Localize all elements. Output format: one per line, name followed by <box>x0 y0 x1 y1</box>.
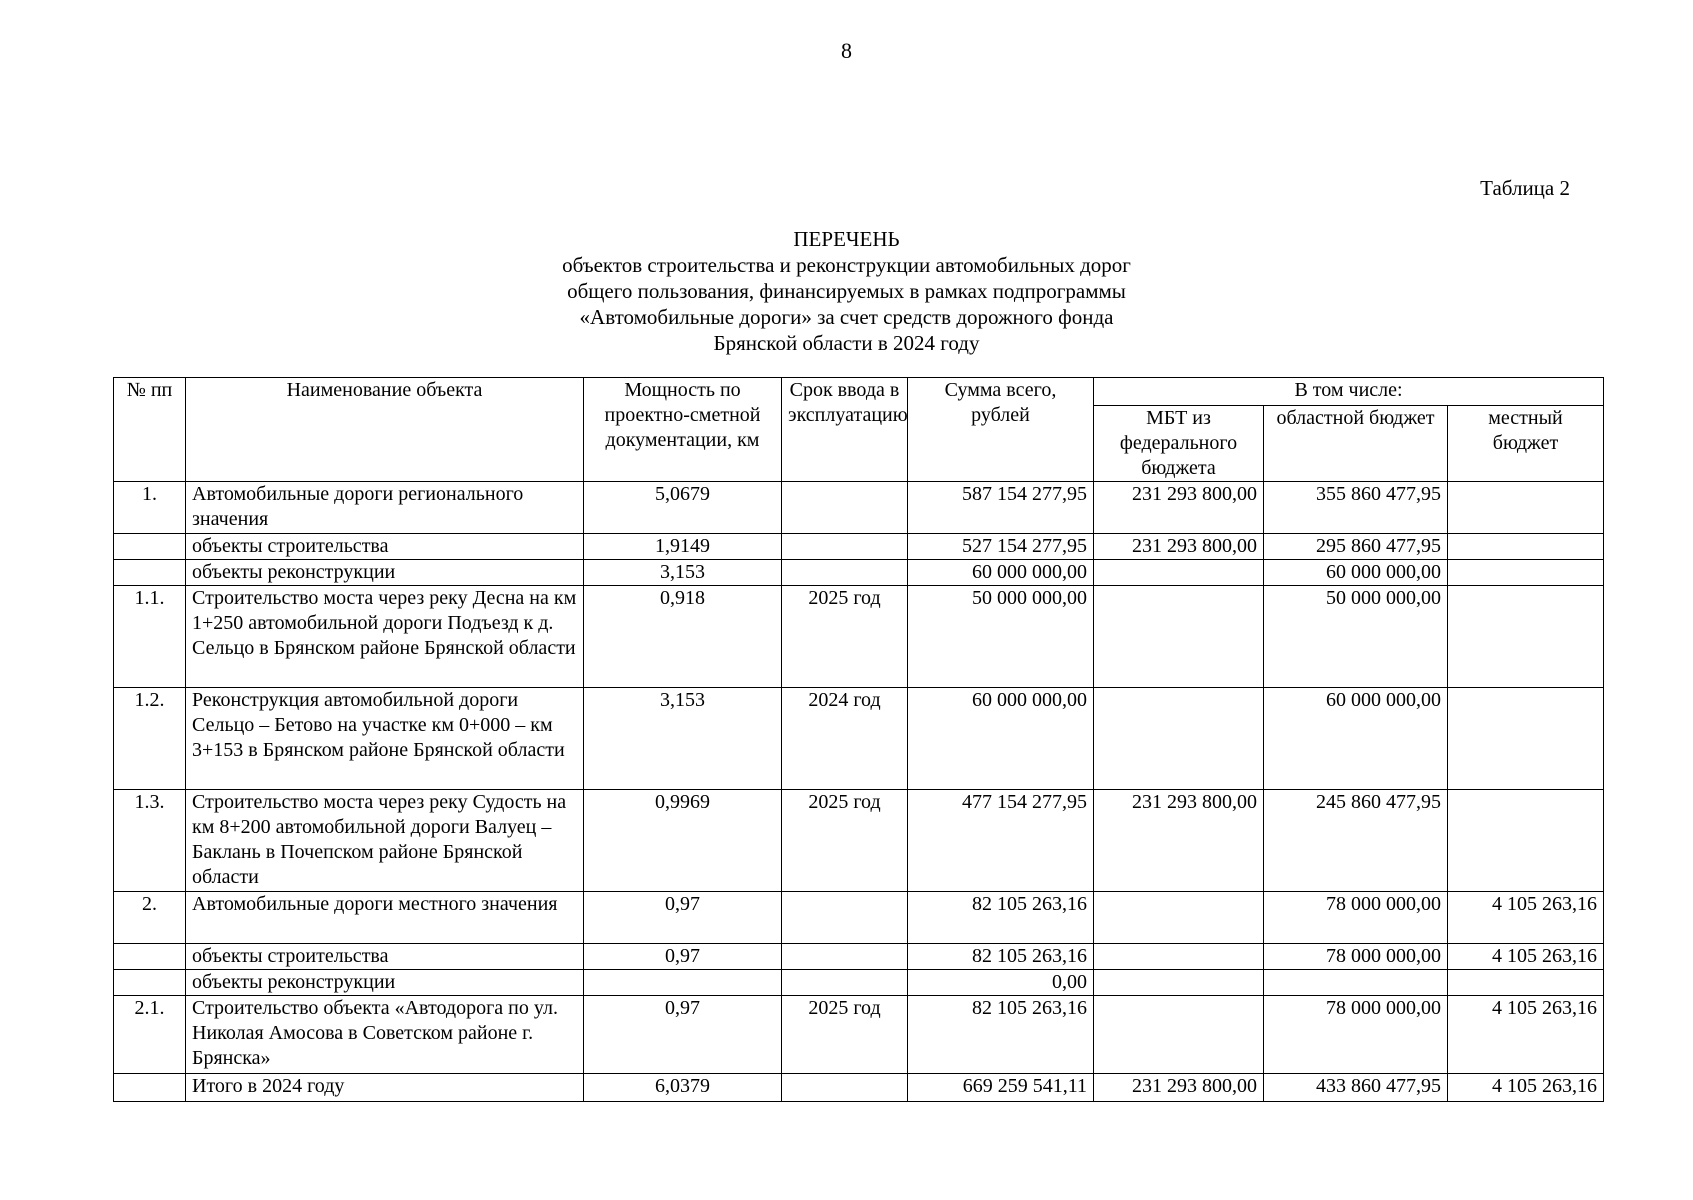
cell-local <box>1448 970 1604 996</box>
cell-num: 1.2. <box>114 688 186 790</box>
cell-num: 1.1. <box>114 586 186 688</box>
cell-local <box>1448 534 1604 560</box>
cell-num <box>114 1074 186 1102</box>
cell-capacity: 0,918 <box>584 586 782 688</box>
table-body <box>114 482 1604 1102</box>
cell-mbt <box>1094 688 1264 790</box>
cell-total: 669 259 541,11 <box>908 1074 1094 1102</box>
cell-name: объекты реконструкции <box>186 970 584 996</box>
cell-local: 4 105 263,16 <box>1448 1074 1604 1102</box>
cell-local <box>1448 560 1604 586</box>
document-title <box>0 226 1693 356</box>
cell-mbt <box>1094 970 1264 996</box>
cell-regional <box>1264 970 1448 996</box>
cell-name: Итого в 2024 году <box>186 1074 584 1102</box>
table-row <box>114 1074 1604 1102</box>
cell-local: 4 105 263,16 <box>1448 892 1604 944</box>
table-row <box>114 534 1604 560</box>
cell-capacity: 5,0679 <box>584 482 782 534</box>
table-row <box>114 586 1604 688</box>
cell-name: объекты строительства <box>186 534 584 560</box>
cell-capacity: 3,153 <box>584 560 782 586</box>
cell-term: 2024 год <box>782 688 908 790</box>
header-num: № пп <box>114 378 186 482</box>
cell-total: 477 154 277,95 <box>908 790 1094 892</box>
cell-capacity: 6,0379 <box>584 1074 782 1102</box>
cell-num <box>114 560 186 586</box>
table-row <box>114 688 1604 790</box>
page-number: 8 <box>841 38 852 63</box>
cell-local: 4 105 263,16 <box>1448 996 1604 1074</box>
cell-total: 82 105 263,16 <box>908 944 1094 970</box>
cell-regional: 433 860 477,95 <box>1264 1074 1448 1102</box>
cell-term <box>782 944 908 970</box>
table-row <box>114 996 1604 1074</box>
cell-capacity: 0,97 <box>584 944 782 970</box>
cell-mbt: 231 293 800,00 <box>1094 482 1264 534</box>
objects-table <box>113 377 1604 1102</box>
table-row <box>114 560 1604 586</box>
cell-regional: 60 000 000,00 <box>1264 560 1448 586</box>
cell-local <box>1448 688 1604 790</box>
cell-local: 4 105 263,16 <box>1448 944 1604 970</box>
cell-num: 1. <box>114 482 186 534</box>
cell-num: 2. <box>114 892 186 944</box>
cell-total: 527 154 277,95 <box>908 534 1094 560</box>
cell-regional: 355 860 477,95 <box>1264 482 1448 534</box>
cell-num: 1.3. <box>114 790 186 892</box>
table-row <box>114 790 1604 892</box>
cell-name: Строительство моста через реку Десна на км 1+250 автомобильной дороги Подъезд к д. Сельцо в Брянском районе Брянской области <box>186 586 584 688</box>
header-total: Сумма всего, рублей <box>908 378 1094 482</box>
cell-total: 60 000 000,00 <box>908 560 1094 586</box>
cell-capacity: 0,97 <box>584 996 782 1074</box>
cell-term <box>782 482 908 534</box>
cell-num: 2.1. <box>114 996 186 1074</box>
cell-total: 587 154 277,95 <box>908 482 1094 534</box>
cell-regional: 245 860 477,95 <box>1264 790 1448 892</box>
cell-name: Строительство объекта «Автодорога по ул. Николая Амосова в Советском районе г. Брянска» <box>186 996 584 1074</box>
header-including: В том числе: <box>1094 378 1604 406</box>
cell-mbt <box>1094 944 1264 970</box>
cell-term <box>782 1074 908 1102</box>
title-heading: ПЕРЕЧЕНЬ <box>793 227 900 251</box>
cell-total: 60 000 000,00 <box>908 688 1094 790</box>
title-line: Брянской области в 2024 году <box>713 331 980 355</box>
cell-local <box>1448 790 1604 892</box>
table-row <box>114 944 1604 970</box>
cell-capacity: 3,153 <box>584 688 782 790</box>
cell-term: 2025 год <box>782 790 908 892</box>
title-line: объектов строительства и реконструкции автомобильных дорог <box>562 253 1131 277</box>
cell-num <box>114 534 186 560</box>
cell-term <box>782 892 908 944</box>
cell-local <box>1448 586 1604 688</box>
cell-capacity: 0,9969 <box>584 790 782 892</box>
cell-capacity <box>584 970 782 996</box>
title-line: общего пользования, финансируемых в рамках подпрограммы <box>567 279 1126 303</box>
cell-mbt <box>1094 892 1264 944</box>
cell-mbt <box>1094 560 1264 586</box>
table-label: Таблица 2 <box>1480 176 1570 200</box>
cell-total: 0,00 <box>908 970 1094 996</box>
header-capacity: Мощность по проектно-сметной документации, км <box>584 378 782 482</box>
title-line: «Автомобильные дороги» за счет средств дорожного фонда <box>579 305 1114 329</box>
header-mbt: МБТ из федерального бюджета <box>1094 406 1264 482</box>
cell-term <box>782 970 908 996</box>
cell-capacity: 0,97 <box>584 892 782 944</box>
cell-capacity: 1,9149 <box>584 534 782 560</box>
cell-num <box>114 944 186 970</box>
cell-name: объекты строительства <box>186 944 584 970</box>
cell-term <box>782 560 908 586</box>
cell-regional: 295 860 477,95 <box>1264 534 1448 560</box>
cell-name: Автомобильные дороги местного значения <box>186 892 584 944</box>
header-local: местный бюджет <box>1448 406 1604 482</box>
cell-name: Реконструкция автомобильной дороги Сельцо – Бетово на участке км 0+000 – км 3+153 в Брянском районе Брянской области <box>186 688 584 790</box>
cell-name: объекты реконструкции <box>186 560 584 586</box>
cell-regional: 78 000 000,00 <box>1264 892 1448 944</box>
cell-mbt: 231 293 800,00 <box>1094 534 1264 560</box>
cell-mbt: 231 293 800,00 <box>1094 1074 1264 1102</box>
cell-total: 82 105 263,16 <box>908 892 1094 944</box>
cell-mbt: 231 293 800,00 <box>1094 790 1264 892</box>
cell-total: 50 000 000,00 <box>908 586 1094 688</box>
table-row <box>114 970 1604 996</box>
header-regional: областной бюджет <box>1264 406 1448 482</box>
table-row <box>114 892 1604 944</box>
cell-total: 82 105 263,16 <box>908 996 1094 1074</box>
cell-regional: 60 000 000,00 <box>1264 688 1448 790</box>
cell-term: 2025 год <box>782 996 908 1074</box>
cell-term: 2025 год <box>782 586 908 688</box>
cell-regional: 50 000 000,00 <box>1264 586 1448 688</box>
cell-name: Строительство моста через реку Судость на км 8+200 автомобильной дороги Валуец – Баклань в Почепском районе Брянской области <box>186 790 584 892</box>
header-term: Срок ввода в эксплуатацию <box>782 378 908 482</box>
cell-mbt <box>1094 996 1264 1074</box>
header-name: Наименование объекта <box>186 378 584 482</box>
cell-regional: 78 000 000,00 <box>1264 944 1448 970</box>
cell-name: Автомобильные дороги регионального значения <box>186 482 584 534</box>
cell-regional: 78 000 000,00 <box>1264 996 1448 1074</box>
cell-mbt <box>1094 586 1264 688</box>
cell-num <box>114 970 186 996</box>
cell-local <box>1448 482 1604 534</box>
table-row <box>114 482 1604 534</box>
cell-term <box>782 534 908 560</box>
